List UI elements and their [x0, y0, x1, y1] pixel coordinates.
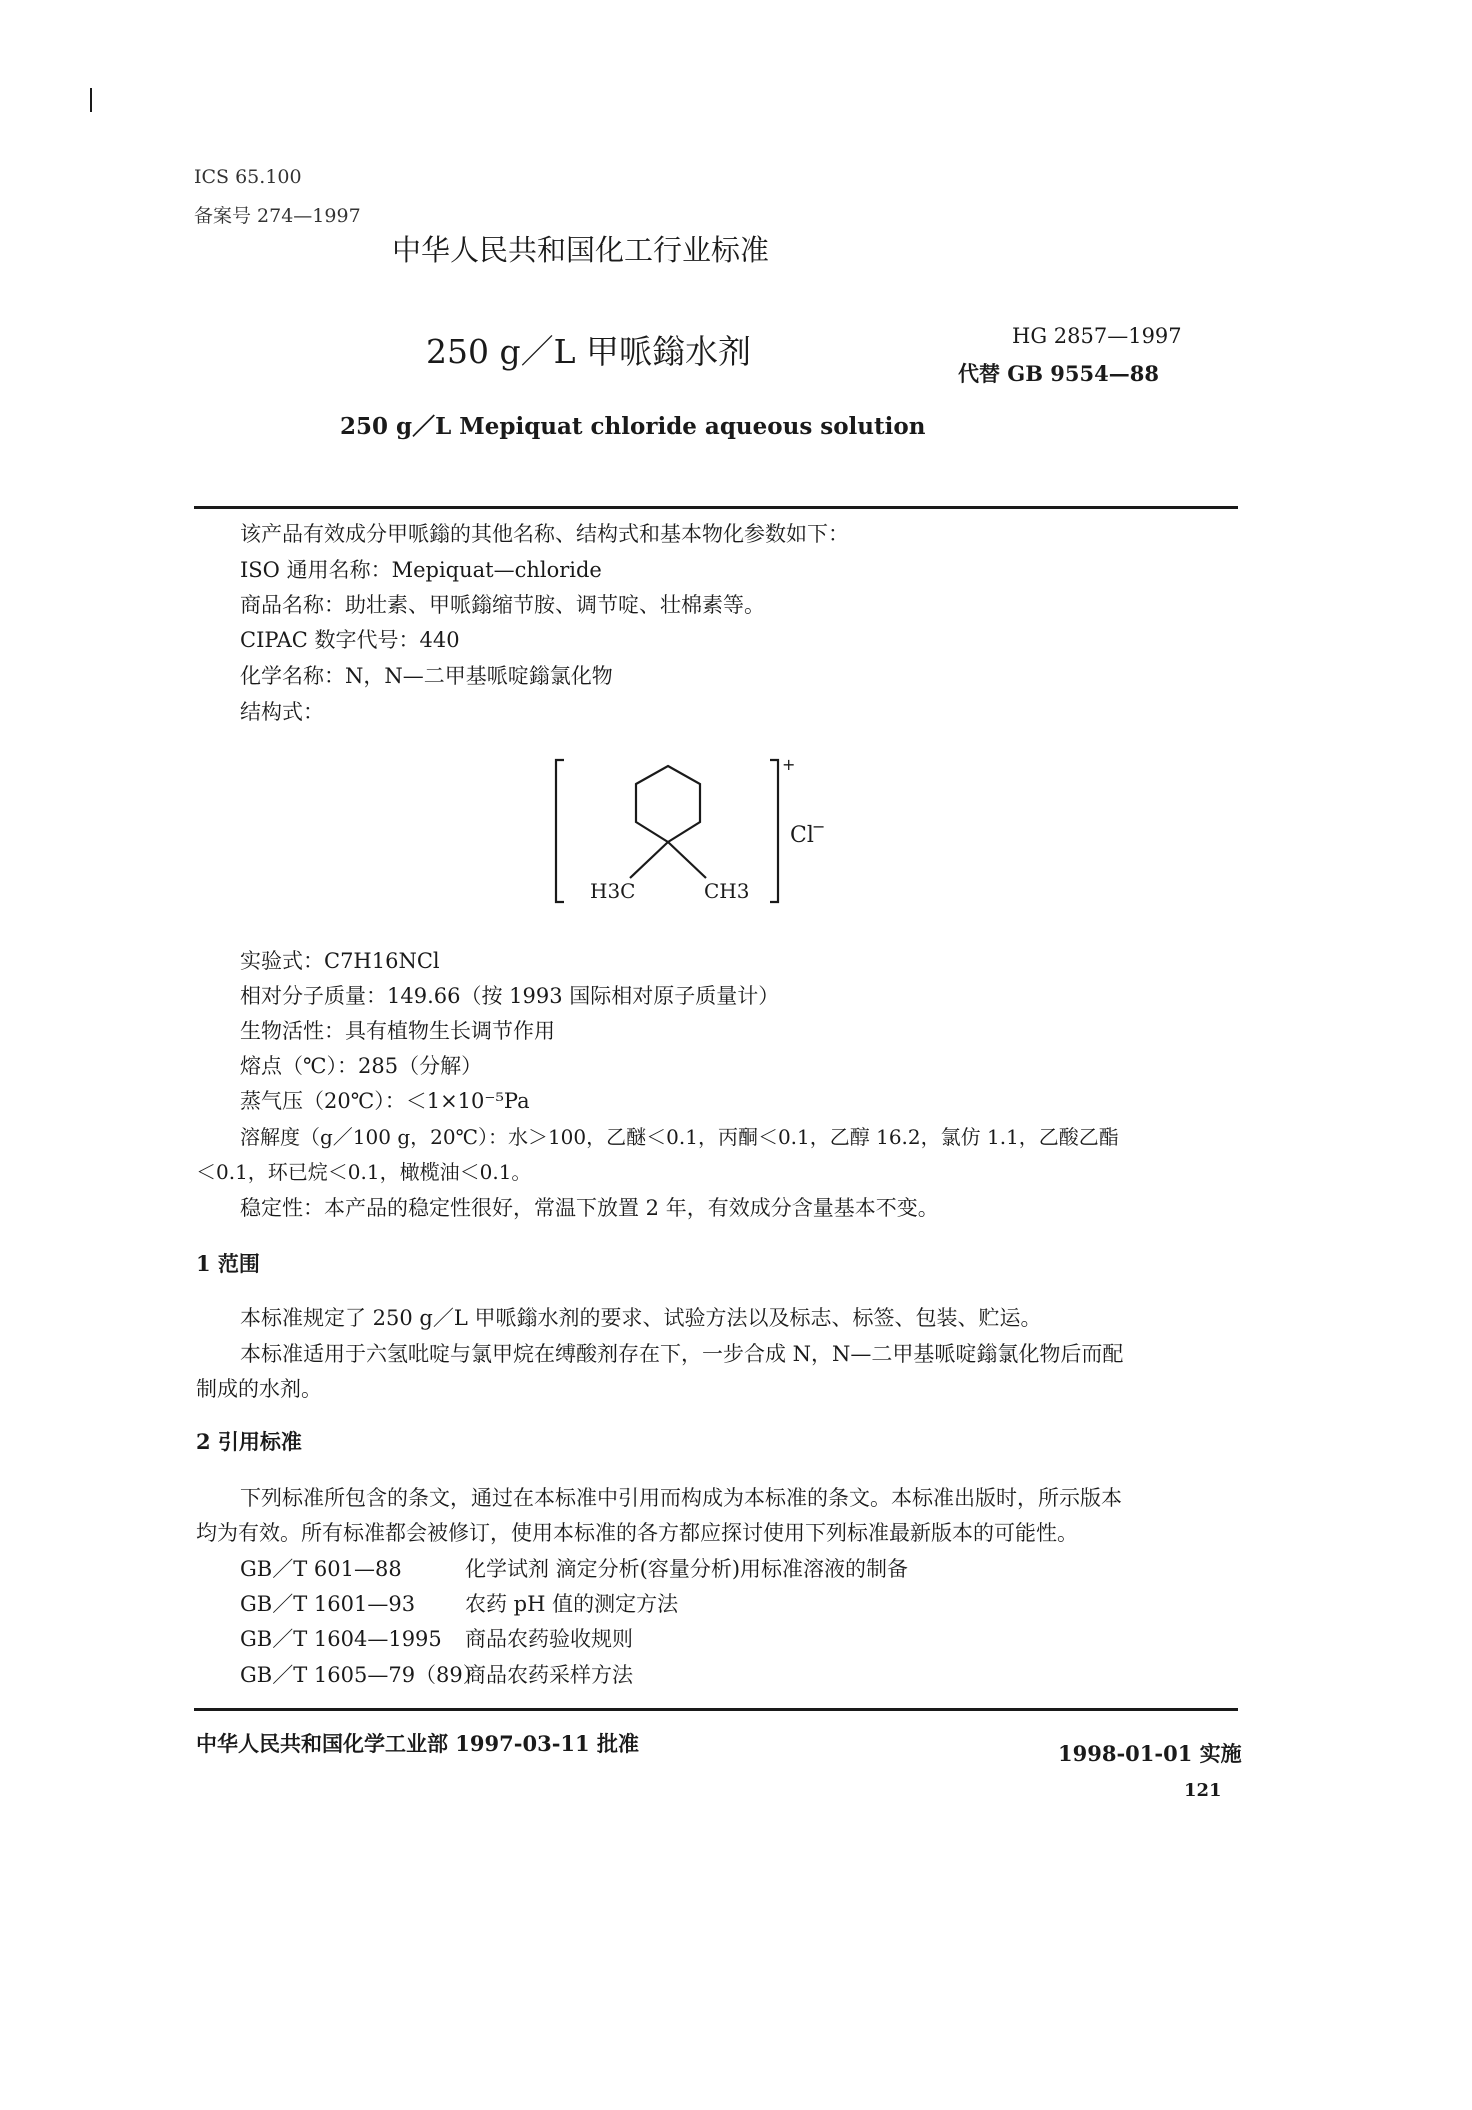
vapor-pressure: 蒸气压（20℃）：＜1×10⁻⁵Pa [240, 1089, 530, 1113]
section-2-heading: 2 引用标准 [196, 1429, 302, 1454]
bond-left-methyl [630, 842, 668, 878]
page-number: 121 [1184, 1780, 1222, 1801]
section-1-para-2a: 本标准适用于六氢吡啶与氯甲烷在缚酸剂存在下，一步合成 N，N—二甲基哌啶鎓氯化物后而配 [240, 1342, 1124, 1366]
reference-item [240, 1659, 633, 1689]
record-number: 备案号 274—1997 [194, 205, 361, 227]
reference-code: GB／T 1601—93 [240, 1592, 416, 1616]
bottom-divider [194, 1708, 1238, 1711]
molecular-mass: 相对分子质量：149.66（按 1993 国际相对原子质量计） [240, 984, 780, 1008]
counter-ion: Cl [790, 823, 814, 848]
standard-number: HG 2857—1997 [1012, 324, 1182, 348]
reference-title: 农药 pH 值的测定方法 [465, 1592, 679, 1616]
reference-title: 商品农药验收规则 [465, 1627, 633, 1651]
section-1-heading: 1 范围 [196, 1251, 260, 1276]
top-divider [194, 506, 1238, 509]
cipac-code: CIPAC 数字代号：440 [240, 628, 460, 652]
reference-code: GB／T 601—88 [240, 1557, 402, 1581]
left-bracket [556, 760, 564, 902]
trade-name: 商品名称：助壮素、甲哌鎓缩节胺、调节啶、壮棉素等。 [240, 593, 765, 617]
section-1-para-2b: 制成的水剂。 [196, 1377, 322, 1401]
reference-title: 化学试剂 滴定分析(容量分析)用标准溶液的制备 [465, 1557, 909, 1581]
right-bracket [770, 760, 778, 902]
reference-code: GB／T 1604—1995 [240, 1627, 442, 1651]
melting-point: 熔点（℃）：285（分解） [240, 1054, 483, 1078]
chemical-name: 化学名称：N，N—二甲基哌啶鎓氯化物 [240, 664, 613, 688]
replaces-standard: 代替 GB 9554—88 [958, 361, 1159, 386]
stability: 稳定性：本产品的稳定性很好，常温下放置 2 年，有效成分含量基本不变。 [240, 1196, 939, 1220]
bioactivity: 生物活性：具有植物生长调节作用 [240, 1019, 555, 1043]
reference-item [240, 1553, 908, 1583]
section-2-para-1a: 下列标准所包含的条文，通过在本标准中引用而构成为本标准的条文。本标准出版时，所示版本 [240, 1486, 1122, 1510]
charge-plus: + [782, 755, 796, 774]
reference-title: 商品农药采样方法 [465, 1663, 633, 1687]
solubility-line-1: 溶解度（g／100 g，20℃）：水＞100，乙醚＜0.1，丙酮＜0.1，乙醇 16.2，氯仿 1.1，乙酸乙酯 [240, 1125, 1119, 1149]
iso-name: ISO 通用名称：Mepiquat—chloride [240, 558, 602, 582]
section-2-para-1b: 均为有效。所有标准都会被修订，使用本标准的各方都应探讨使用下列标准最新版本的可能性。 [196, 1521, 1078, 1545]
piperidine-ring [636, 766, 700, 842]
english-title: 250 g／L Mepiquat chloride aqueous solution [340, 413, 926, 440]
margin-mark [90, 88, 92, 112]
structural-formula [550, 750, 870, 920]
ics-code: ICS 65.100 [194, 166, 302, 188]
section-1-para-1: 本标准规定了 250 g／L 甲哌鎓水剂的要求、试验方法以及标志、标签、包装、贮运。 [240, 1306, 1042, 1330]
document-title: 250 g／L 甲哌鎓水剂 [426, 332, 752, 371]
reference-item [240, 1588, 678, 1618]
org-title: 中华人民共和国化工行业标准 [392, 233, 770, 267]
solubility-line-2: ＜0.1，环已烷＜0.1，橄榄油＜0.1。 [196, 1160, 532, 1184]
reference-item [240, 1623, 633, 1653]
intro-lead: 该产品有效成分甲哌鎓的其他名称、结构式和基本物化参数如下： [240, 522, 849, 546]
implementation-date: 1998-01-01 实施 [1058, 1741, 1242, 1766]
empirical-formula: 实验式：C7H16NCl [240, 949, 440, 973]
charge-minus: − [812, 817, 826, 836]
approval-line: 中华人民共和国化学工业部 1997-03-11 批准 [196, 1731, 639, 1756]
right-methyl-label: CH3 [704, 879, 750, 903]
bond-right-methyl [668, 842, 706, 878]
structure-label: 结构式： [240, 700, 324, 724]
reference-code: GB／T 1605—79（89） [240, 1663, 484, 1687]
left-methyl-label: H3C [590, 879, 636, 903]
